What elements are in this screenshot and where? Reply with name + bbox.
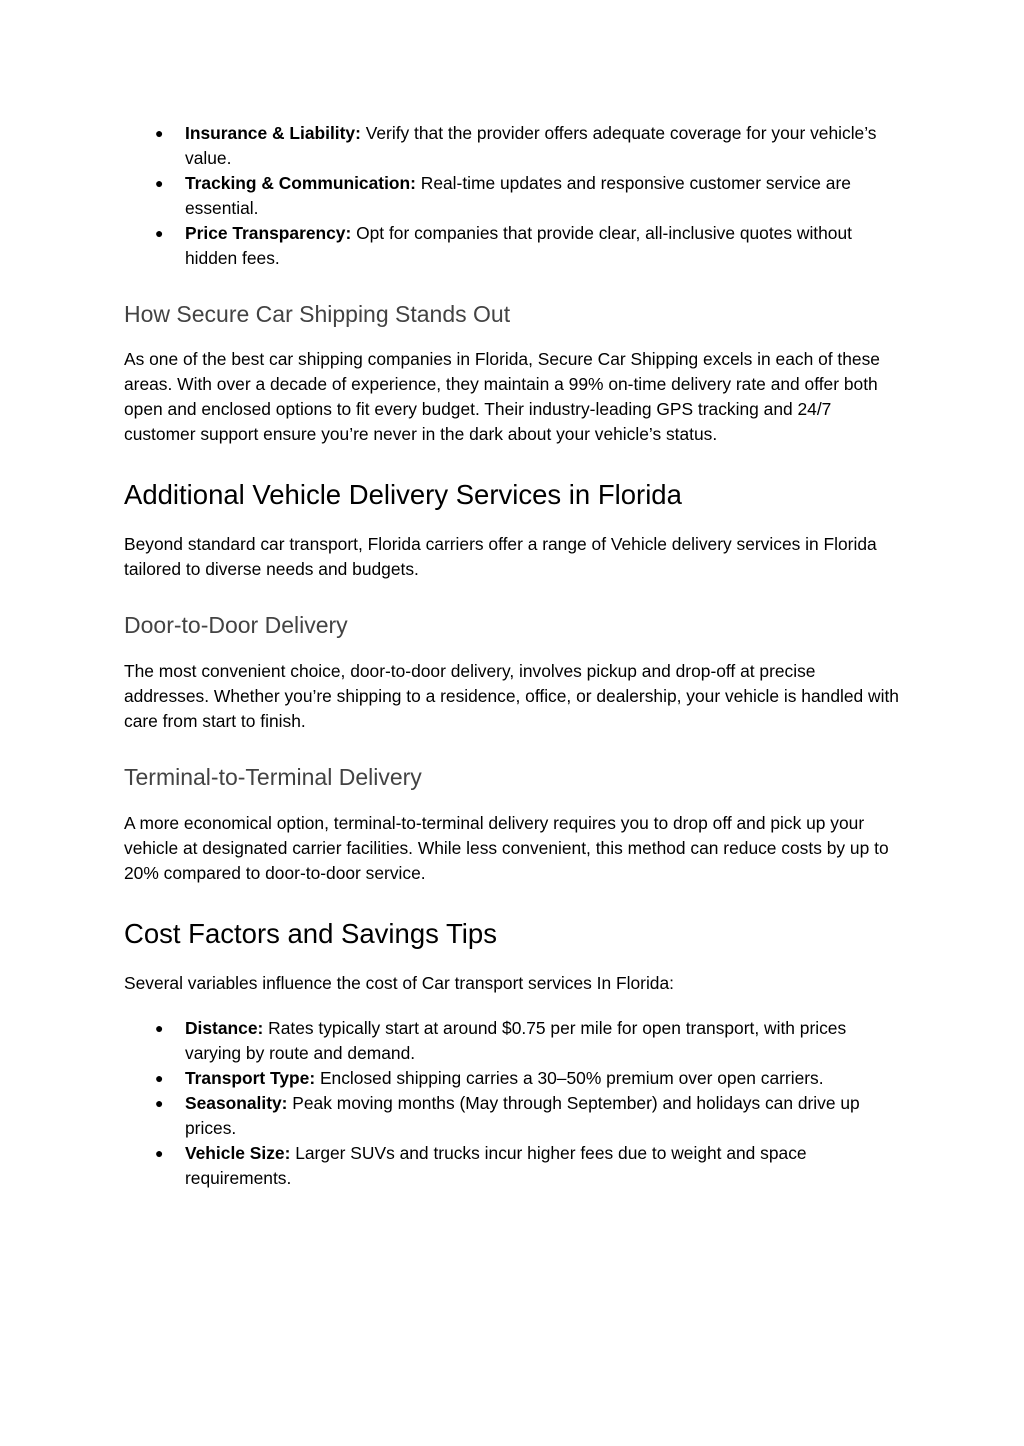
bullet-icon: ● <box>155 1020 164 1036</box>
paragraph-additional-services: Beyond standard car transport, Florida carriers offer a range of Vehicle delivery services in Florida tailored to diverse needs and budgets. <box>124 534 877 579</box>
heading-terminal-to-terminal: Terminal-to-Terminal Delivery <box>124 764 422 790</box>
list-item <box>124 1091 900 1141</box>
list-item-text: Larger SUVs and trucks incur higher fees due to weight and space requirements. <box>185 1143 807 1188</box>
bullet-icon: ● <box>155 1095 164 1111</box>
list-item-label: Distance: <box>185 1018 264 1038</box>
list-item-text: Verify that the provider offers adequate coverage for your vehicle’s value. <box>185 123 877 168</box>
document-page <box>124 121 900 1191</box>
list-item-text: Opt for companies that provide clear, all-inclusive quotes without hidden fees. <box>185 223 852 268</box>
list-item-label: Price Transparency: <box>185 223 352 243</box>
list-item-label: Vehicle Size: <box>185 1143 291 1163</box>
bullet-icon: ● <box>155 1145 164 1161</box>
bullet-icon: ● <box>155 175 164 191</box>
criteria-list <box>124 121 900 271</box>
list-item <box>124 171 900 221</box>
list-item-label: Tracking & Communication: <box>185 173 416 193</box>
list-item <box>124 1141 900 1191</box>
list-item-text: Real-time updates and responsive customer service are essential. <box>185 173 851 218</box>
list-item <box>124 1016 900 1066</box>
heading-additional-services: Additional Vehicle Delivery Services in Florida <box>124 479 682 510</box>
paragraph-terminal-to-terminal: A more economical option, terminal-to-terminal delivery requires you to drop off and pick up your vehicle at designated carrier facilities. While less convenient, this method can reduce costs by up to 20% compared to door-to-door service. <box>124 813 889 883</box>
list-item-text: Rates typically start at around $0.75 per mile for open transport, with prices varying by route and demand. <box>185 1018 847 1063</box>
list-item-label: Insurance & Liability: <box>185 123 361 143</box>
heading-cost-factors: Cost Factors and Savings Tips <box>124 918 497 949</box>
paragraph-door-to-door: The most convenient choice, door-to-door delivery, involves pickup and drop-off at precise addresses. Whether you’re shipping to a residence, office, or dealership, your vehicle is handled with care from start to finish. <box>124 661 899 731</box>
list-item-text: Enclosed shipping carries a 30–50% premium over open carriers. <box>315 1068 824 1088</box>
bullet-icon: ● <box>155 1070 164 1086</box>
cost-factors-list <box>124 1016 900 1191</box>
heading-door-to-door: Door-to-Door Delivery <box>124 612 348 638</box>
bullet-icon: ● <box>155 125 164 141</box>
list-item <box>124 121 900 171</box>
list-item-label: Transport Type: <box>185 1068 316 1088</box>
list-item-text: Peak moving months (May through September) and holidays can drive up prices. <box>185 1093 860 1138</box>
paragraph-cost-factors: Several variables influence the cost of Car transport services In Florida: <box>124 973 674 993</box>
heading-stands-out: How Secure Car Shipping Stands Out <box>124 301 511 327</box>
list-item-label: Seasonality: <box>185 1093 288 1113</box>
bullet-icon: ● <box>155 225 164 241</box>
list-item <box>124 1066 900 1091</box>
paragraph-stands-out: As one of the best car shipping companies in Florida, Secure Car Shipping excels in each of these areas. With over a decade of experience, they maintain a 99% on-time delivery rate and offer both open and enclosed options to fit every budget. Their industry-leading GPS tracking and 24/7 customer support ensure you’re never in the dark about your vehicle’s status. <box>124 349 880 444</box>
list-item <box>124 221 900 271</box>
